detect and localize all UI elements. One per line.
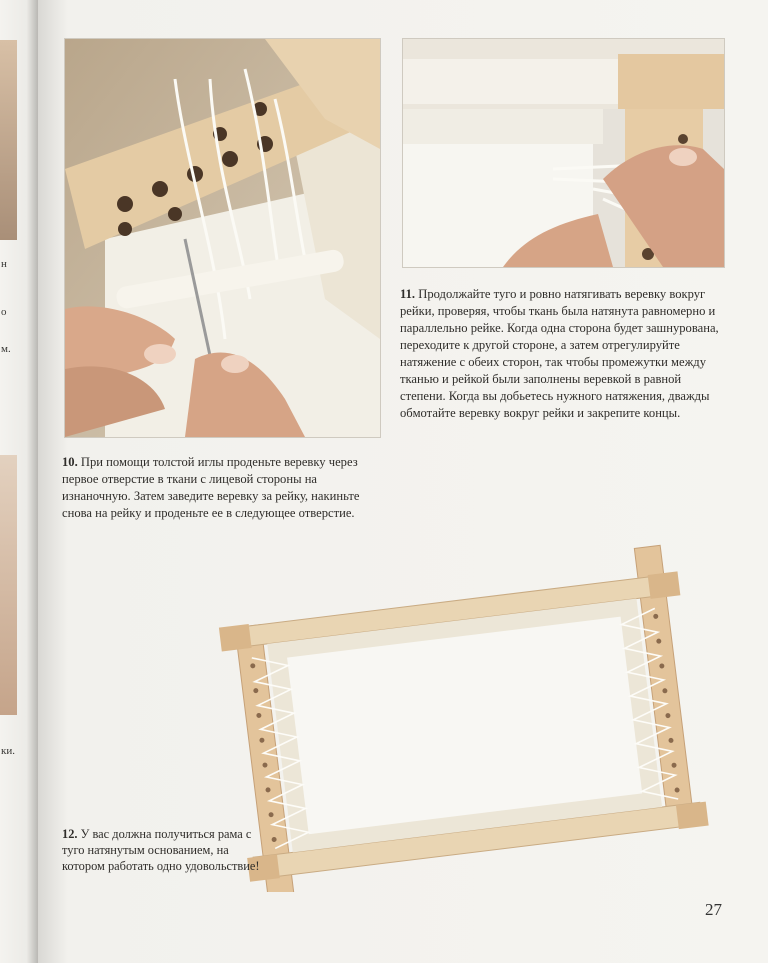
- step-12-caption: [62, 826, 262, 874]
- previous-page-edge: [0, 0, 38, 963]
- step-11-caption: [400, 286, 726, 422]
- previous-page-text: ки.: [1, 745, 15, 757]
- step-text: Продолжайте туго и ровно натягивать веревку вокруг рейки, проверяя, чтобы ткань была натянута равномерно и параллельно рейке. Когда одна сторона будет зашнурована, переходите к другой стороне, а затем отрегулируйте натяжение с обеих сторон, так чтобы промежутки между тканью и рейкой были заполнены веревкой в равной степени. Когда вы добьетесь нужного натяжения, дважды обмотайте веревку вокруг рейки и закрепите концы.: [400, 287, 719, 420]
- step-11-photo: [402, 38, 725, 268]
- step-12-photo: [218, 540, 718, 892]
- step-text: У вас должна получиться рама с туго натянутым основанием, на котором работать одно удовольствие!: [62, 827, 260, 873]
- step-number: 12.: [62, 827, 78, 841]
- step-number: 10.: [62, 455, 78, 469]
- step-text: При помощи толстой иглы проденьте веревку через первое отверстие в ткани с лицевой стороны на изнаночную. Затем заведите веревку за рейку, накиньте снова на рейку и проденьте ее в следующее отверстие.: [62, 455, 360, 520]
- previous-page-photo-bottom: [0, 455, 17, 715]
- step-10-photo: [64, 38, 381, 438]
- previous-page-photo-top: [0, 40, 17, 240]
- previous-page-text: н: [1, 258, 7, 270]
- step-number: 11.: [400, 287, 416, 301]
- page-number: 27: [705, 900, 722, 919]
- previous-page-text: о: [1, 306, 7, 318]
- step-10-caption: [62, 454, 384, 522]
- book-page: [38, 0, 768, 963]
- previous-page-text: м.: [1, 343, 11, 355]
